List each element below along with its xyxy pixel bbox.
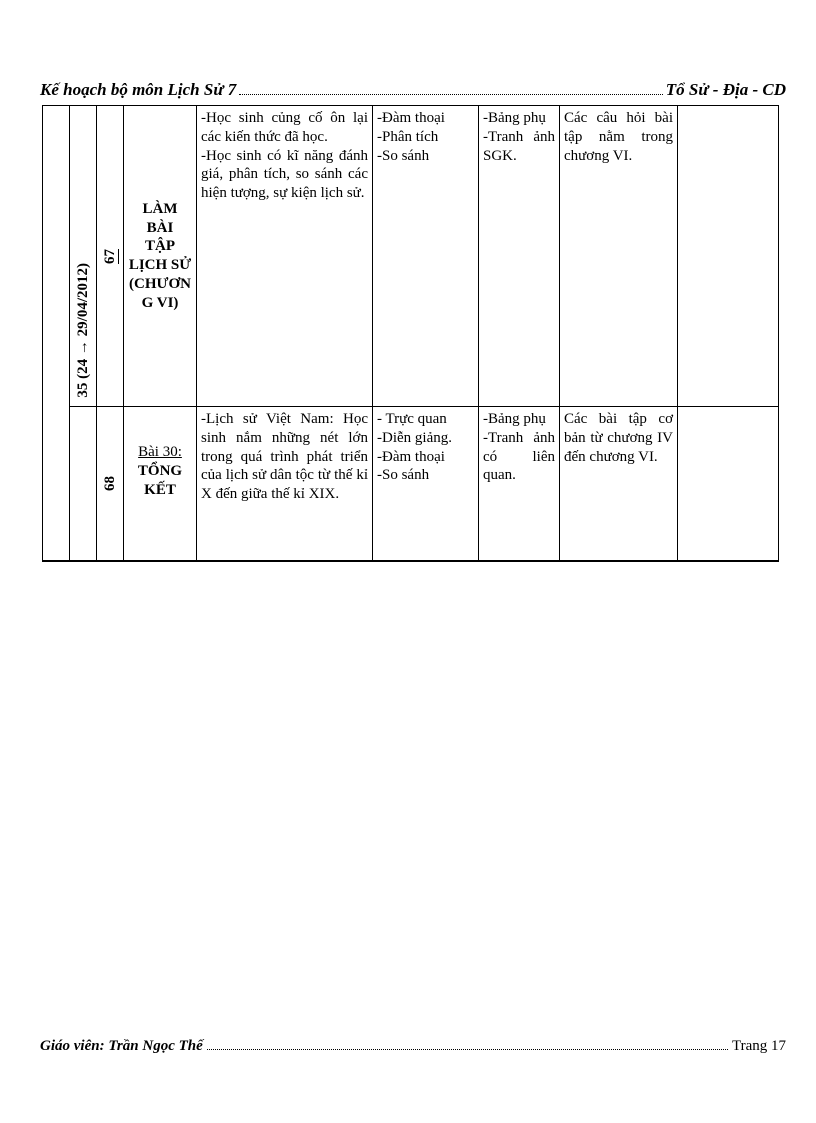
materials-cell-67	[479, 106, 560, 407]
period-cell-68	[97, 407, 124, 561]
lesson-plan-table	[42, 105, 779, 562]
lesson-title-line: TẬP	[145, 238, 175, 255]
lesson-title-line: LÀM BÀI	[142, 200, 178, 236]
header-subject: Kế hoạch bộ môn Lịch Sử 7	[40, 80, 237, 99]
material-item: -Bảng phụ	[483, 110, 546, 126]
header-department: Tổ Sử - Địa - CD	[665, 80, 786, 99]
notes-cell-67	[678, 106, 779, 407]
notes-cell-68	[678, 407, 779, 561]
lesson-title-cell-68	[124, 407, 197, 561]
material-item: -Bảng phụ	[483, 411, 546, 427]
table-row	[43, 407, 779, 561]
method-item: -So sánh	[377, 467, 430, 484]
methods-cell-67	[373, 106, 479, 407]
footer-dotted-leader	[207, 1049, 728, 1050]
header-dotted-leader	[239, 94, 663, 95]
method-item: - Trực quan	[377, 411, 447, 427]
objectives-cell-68	[197, 407, 373, 561]
material-item: -Tranh ảnh SGK.	[483, 128, 555, 164]
assessment-cell-67: Các câu hỏi bài tập nằm trong chương VI.	[560, 106, 678, 407]
lesson-title-cell-67	[124, 106, 197, 407]
week-cell	[70, 106, 97, 407]
page-number: Trang 17	[731, 1038, 786, 1054]
objective-item: -Học sinh có kĩ năng đánh giá, phân tích, so sánh các hiện tượng, sự kiện lịch sử.	[201, 147, 368, 201]
week-label: 35 (24 → 29/04/2012)	[75, 263, 91, 398]
lesson-title-line: (CHƯƠN	[129, 275, 191, 292]
method-item: -Diễn giảng.	[377, 429, 452, 446]
week-cell-continuation	[70, 407, 97, 561]
assessment-cell-68: Các bài tập cơ bản từ chương IV đến chương VI.	[560, 407, 678, 561]
period-number-67: 67	[101, 248, 118, 264]
method-item: -Đàm thoại	[377, 448, 445, 465]
footer-teacher: Giáo viên: Trần Ngọc Thế	[40, 1038, 203, 1054]
objective-item: -Lịch sử Việt Nam: Học sinh nắm những nét lớn trong quá trình phát triển của lịch sử dân tộc từ thế kỉ X đến giữa thế kỉ XIX.	[201, 411, 368, 502]
lesson-title-line: LỊCH SỬ	[128, 257, 192, 273]
page-header	[40, 76, 786, 100]
table-row	[43, 106, 779, 407]
page-footer	[40, 1033, 786, 1055]
method-item: -Đàm thoại	[377, 110, 445, 126]
lesson-title-line: TỔNG	[137, 462, 183, 479]
blank-left-cell	[43, 106, 70, 561]
materials-cell-68	[479, 407, 560, 561]
period-cell-67	[97, 106, 124, 407]
objectives-cell-67	[197, 106, 373, 407]
method-item: -So sánh	[377, 147, 430, 164]
period-number-68: 68	[101, 475, 118, 491]
methods-cell-68	[373, 407, 479, 561]
method-item: -Phân tích	[377, 128, 439, 145]
lesson-title-line: G VI)	[141, 294, 179, 311]
objective-item: -Học sinh củng cố ôn lại các kiến thức đã học.	[201, 110, 368, 145]
lesson-title-line: KẾT	[144, 481, 176, 498]
lesson-number-label: Bài 30:	[138, 444, 182, 460]
material-item: -Tranh ảnh có liên quan.	[483, 429, 555, 484]
